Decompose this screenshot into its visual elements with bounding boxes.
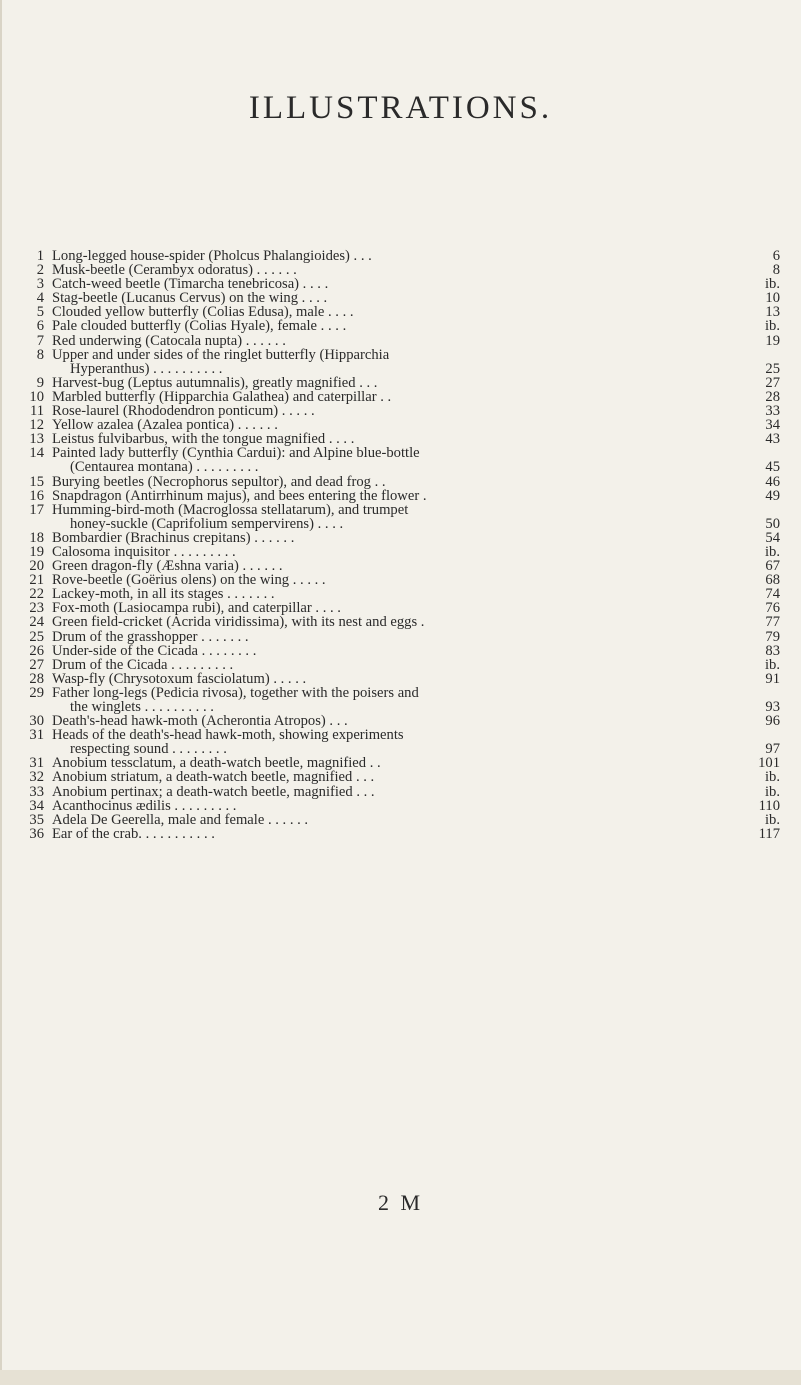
entry-page: 54 xyxy=(765,529,780,546)
entry-page: 28 xyxy=(765,388,780,405)
entry-text: Green dragon-fly (Æshna varia) . . . . . . xyxy=(52,559,283,574)
entry-page: ib. xyxy=(765,811,780,828)
entry-text: Heads of the death's-head hawk-moth, showing experiments xyxy=(52,728,404,743)
entry-number: 11 xyxy=(29,403,44,420)
list-item xyxy=(22,615,780,629)
list-item xyxy=(22,658,780,672)
entry-page: 49 xyxy=(765,487,780,504)
list-item xyxy=(22,742,780,756)
entry-page: 6 xyxy=(772,248,780,264)
list-item xyxy=(22,785,780,799)
entry-number: 24 xyxy=(29,614,44,631)
list-item xyxy=(22,390,780,404)
entry-page: ib. xyxy=(765,276,780,293)
page-edge-bottom xyxy=(0,1370,801,1385)
list-item xyxy=(22,475,780,489)
entry-page: 76 xyxy=(765,600,780,617)
list-item xyxy=(22,348,780,362)
list-item xyxy=(22,305,780,319)
list-item xyxy=(22,376,780,390)
entry-page: 25 xyxy=(765,360,780,377)
list-item xyxy=(22,601,780,615)
entry-number: 25 xyxy=(29,628,44,645)
list-item xyxy=(22,334,780,348)
list-item xyxy=(22,362,780,376)
entry-number: 33 xyxy=(29,783,44,800)
entry-page: ib. xyxy=(765,318,780,335)
entry-page: 13 xyxy=(765,304,780,321)
list-item xyxy=(22,756,780,770)
list-item xyxy=(22,249,780,263)
entry-text: Long-legged house-spider (Pholcus Phalangioides) . . . xyxy=(52,249,372,264)
entry-number: 27 xyxy=(29,656,44,673)
entry-text: Rose-laurel (Rhododendron ponticum) . . . . . xyxy=(52,404,315,419)
entry-page: ib. xyxy=(765,543,780,560)
entry-text: Red underwing (Catocala nupta) . . . . . . xyxy=(52,333,286,348)
entry-page: 67 xyxy=(765,558,780,575)
entry-page: 33 xyxy=(765,403,780,420)
entry-text: Rove-beetle (Goërius olens) on the wing . . . . . xyxy=(52,573,326,588)
list-item xyxy=(22,770,780,784)
entry-text: Marbled butterfly (Hipparchia Galathea) and caterpillar . . xyxy=(52,389,392,405)
entry-text: Hyperanthus) . . . . . . . . . . xyxy=(70,361,223,376)
entry-page: 117 xyxy=(758,825,780,842)
list-item xyxy=(22,404,780,418)
entry-text: Ear of the crab. . . . . . . . . . . xyxy=(52,826,215,841)
list-item xyxy=(22,418,780,432)
entry-text: Death's-head hawk-moth (Acherontia Atropos) . . . xyxy=(52,714,348,729)
entry-number: 31 xyxy=(29,727,44,744)
entry-number: 10 xyxy=(29,388,44,405)
entry-page: 74 xyxy=(765,586,780,603)
entry-text: Pale clouded butterfly (Colias Hyale), female . . . . xyxy=(52,319,347,334)
entry-page: 110 xyxy=(758,797,780,814)
entry-text: Anobium tessclatum, a death-watch beetle, magnified . . xyxy=(52,756,381,771)
entry-number: 14 xyxy=(29,445,44,462)
entry-text: (Centaurea montana) . . . . . . . . . xyxy=(70,460,259,475)
list-item xyxy=(22,446,780,460)
entry-page: 10 xyxy=(765,290,780,307)
list-item xyxy=(22,728,780,742)
entry-number: 21 xyxy=(29,572,44,589)
entry-page: 45 xyxy=(765,459,780,476)
entry-text: Yellow azalea (Azalea pontica) . . . . . . xyxy=(52,418,278,433)
entry-page: ib. xyxy=(765,769,780,786)
entry-page: 46 xyxy=(765,473,780,490)
entry-text: Father long-legs (Pedicia rivosa), together with the poisers and xyxy=(52,685,419,700)
entry-text: Calosoma inquisitor . . . . . . . . . xyxy=(52,544,236,560)
entry-page: 101 xyxy=(758,755,780,772)
entry-page: 77 xyxy=(765,614,780,631)
entry-number: 5 xyxy=(36,304,44,321)
entry-text: Clouded yellow butterfly (Colias Edusa), male . . . . xyxy=(52,305,354,320)
entry-text: Under-side of the Cicada . . . . . . . . xyxy=(52,643,257,658)
entry-text: Acanthocinus ædilis . . . . . . . . . xyxy=(52,798,237,813)
entry-number: 12 xyxy=(29,417,44,434)
entry-page: 50 xyxy=(765,515,780,532)
entry-number: 1 xyxy=(36,248,44,264)
entry-page: 91 xyxy=(765,670,780,687)
entry-text: Snapdragon (Antirrhinum majus), and bees entering the flower . xyxy=(52,488,427,503)
entry-text: Fox-moth (Lasiocampa rubi), and caterpillar . . . . xyxy=(52,601,341,616)
entry-text: Humming-bird-moth (Macroglossa stellatarum), and trumpet xyxy=(52,502,409,517)
list-item xyxy=(22,700,780,714)
printer-signature: 2 M xyxy=(377,1190,424,1215)
entry-number: 17 xyxy=(29,501,44,518)
entry-page: 43 xyxy=(765,431,780,448)
entry-number: 4 xyxy=(36,290,44,307)
entry-page: 19 xyxy=(765,332,780,349)
entry-text: Wasp-fly (Chrysotoxum fasciolatum) . . . . . xyxy=(52,671,307,686)
page-edge-left xyxy=(0,0,2,1385)
page-title: ILLUSTRATIONS. xyxy=(248,90,553,126)
entry-text: Anobium striatum, a death-watch beetle, magnified . . . xyxy=(52,770,375,785)
entry-page: 83 xyxy=(765,642,780,659)
entry-number: 31 xyxy=(29,755,44,772)
list-item xyxy=(22,263,780,277)
list-item xyxy=(22,277,780,291)
entry-number: 35 xyxy=(29,811,44,828)
entry-text: Green field-cricket (Acrida viridissima), with its nest and eggs . xyxy=(52,615,425,630)
list-item xyxy=(22,587,780,601)
list-item xyxy=(22,686,780,700)
entry-text: Stag-beetle (Lucanus Cervus) on the wing . . . . xyxy=(52,291,328,306)
entry-text: the winglets . . . . . . . . . . xyxy=(70,700,214,715)
entry-number: 20 xyxy=(29,558,44,575)
entry-number: 23 xyxy=(29,600,44,617)
entry-number: 34 xyxy=(29,797,44,814)
entry-page: 97 xyxy=(765,741,780,758)
list-item xyxy=(22,489,780,503)
list-item xyxy=(22,291,780,305)
entry-page: ib. xyxy=(765,783,780,800)
entry-number: 2 xyxy=(36,262,44,279)
entry-text: Catch-weed beetle (Timarcha tenebricosa) . . . . xyxy=(52,277,329,292)
list-item xyxy=(22,672,780,686)
entry-text: Leistus fulvibarbus, with the tongue magnified . . . . xyxy=(52,432,355,447)
entry-text: Burying beetles (Necrophorus sepultor), and dead frog . . xyxy=(52,474,386,489)
entry-text: Lackey-moth, in all its stages . . . . . . . xyxy=(52,587,275,602)
entry-number: 28 xyxy=(29,670,44,687)
entry-number: 36 xyxy=(29,825,44,842)
list-item xyxy=(22,813,780,827)
entry-number: 29 xyxy=(29,684,44,701)
list-item xyxy=(22,559,780,573)
entry-number: 7 xyxy=(36,332,44,349)
entry-number: 32 xyxy=(29,769,44,786)
entry-text: Anobium pertinax; a death-watch beetle, magnified . . . xyxy=(52,784,375,799)
entry-number: 22 xyxy=(29,586,44,603)
entry-text: Painted lady butterfly (Cynthia Cardui): and Alpine blue-bottle xyxy=(52,446,420,461)
entry-text: Drum of the grasshopper . . . . . . . xyxy=(52,629,249,644)
list-item xyxy=(22,630,780,644)
entry-page: 27 xyxy=(765,374,780,391)
list-item xyxy=(22,827,780,841)
list-item xyxy=(22,545,780,559)
list-item xyxy=(22,714,780,728)
entry-text: Drum of the Cicada . . . . . . . . . xyxy=(52,657,234,672)
entry-number: 19 xyxy=(29,543,44,560)
entry-text: Adela De Geerella, male and female . . . . . . xyxy=(52,812,309,827)
entry-number: 18 xyxy=(29,529,44,546)
entry-text: Musk-beetle (Cerambyx odoratus) . . . . . . xyxy=(52,263,297,278)
entry-text: Bombardier (Brachinus crepitans) . . . . . . xyxy=(52,530,295,545)
entry-page: 8 xyxy=(772,262,780,279)
entry-number: 3 xyxy=(36,276,44,293)
entry-text: Upper and under sides of the ringlet butterfly (Hipparchia xyxy=(52,347,390,362)
entry-text: respecting sound . . . . . . . . xyxy=(70,742,227,757)
entry-number: 15 xyxy=(29,473,44,490)
list-item xyxy=(22,573,780,587)
entry-text: Harvest-bug (Leptus autumnalis), greatly magnified . . . xyxy=(52,375,378,390)
list-item xyxy=(22,517,780,531)
list-item xyxy=(22,531,780,545)
entry-page: ib. xyxy=(765,656,780,673)
entry-page: 34 xyxy=(765,417,780,434)
list-item xyxy=(22,460,780,474)
entry-number: 30 xyxy=(29,713,44,730)
entry-page: 96 xyxy=(765,713,780,730)
entry-number: 16 xyxy=(29,487,44,504)
list-item xyxy=(22,432,780,446)
illustrations-list xyxy=(22,249,780,841)
entry-number: 6 xyxy=(36,318,44,335)
list-item xyxy=(22,319,780,333)
entry-number: 8 xyxy=(36,346,44,363)
list-item xyxy=(22,644,780,658)
entry-page: 93 xyxy=(765,699,780,715)
entry-page: 68 xyxy=(765,572,780,589)
entry-number: 26 xyxy=(29,642,44,659)
list-item xyxy=(22,799,780,813)
entry-page: 79 xyxy=(765,628,780,645)
list-item xyxy=(22,503,780,517)
entry-number: 13 xyxy=(29,431,44,448)
entry-number: 9 xyxy=(36,374,44,391)
entry-text: honey-suckle (Caprifolium sempervirens) . . . . xyxy=(70,516,344,531)
